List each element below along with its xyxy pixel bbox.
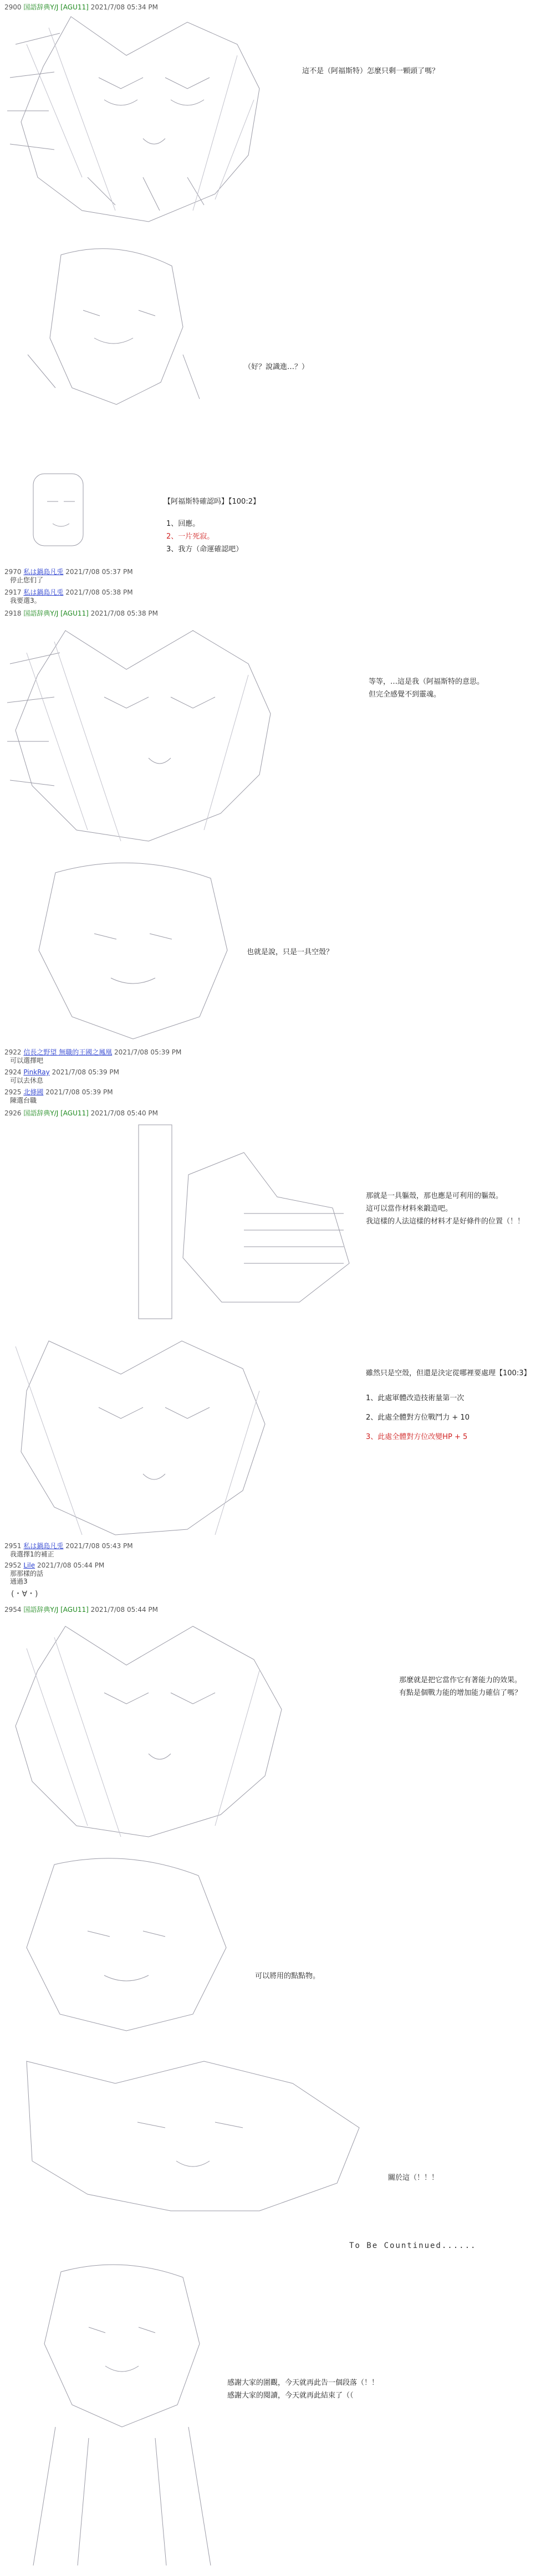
post-number: 2924 — [4, 1068, 22, 1076]
to-be-continued: To Be Countinued...... — [349, 2241, 477, 2250]
dialog-choice: 1、回應。 — [166, 520, 200, 528]
dialog-choice-selected: 3、此處全體對方位改變HP + 5 — [366, 1433, 468, 1441]
ascii-art-9-drawing — [4, 1853, 248, 2036]
ascii-art-8-drawing — [4, 1615, 293, 1848]
post-comment: 停止您们了 — [10, 576, 44, 584]
dialog-choice: 3、我方（命運確認吧） — [166, 545, 243, 554]
post-author[interactable]: 国語辞典Y/J [AGU11] — [23, 1109, 89, 1117]
post-header — [4, 1109, 158, 1117]
post-header — [4, 1606, 158, 1614]
post-author[interactable]: 私は鍋島凡兎 — [23, 568, 64, 576]
dialog-text: 那就是一具軀殼，那也應是可利用的軀殼。 — [366, 1192, 503, 1200]
post-date: 2021/7/08 05:44 PM — [90, 1606, 158, 1614]
ascii-art-4 — [4, 619, 282, 852]
post-header — [4, 610, 158, 617]
dialog-text: 也就是說，只是一具空殼？ — [247, 948, 334, 956]
post-number: 2925 — [4, 1088, 22, 1096]
ascii-art-7 — [4, 1324, 282, 1546]
post-comment: 陳選台職 — [10, 1097, 37, 1104]
post-header — [4, 1068, 119, 1076]
post-comment: 通過3 — [10, 1578, 28, 1585]
post-header — [4, 568, 133, 576]
ascii-art-3-drawing — [17, 468, 100, 551]
ascii-art-2-drawing — [17, 244, 211, 416]
post-number: 2970 — [4, 568, 22, 576]
dialog-choice: 2、此處全體對方位戰鬥力 + 10 — [366, 1414, 470, 1422]
post-comment: 我選擇1的補正 — [10, 1550, 54, 1558]
post-date: 2021/7/08 05:39 PM — [114, 1048, 182, 1056]
ascii-art-9 — [4, 1853, 248, 2036]
post-header — [4, 3, 158, 11]
dialog-text: 感謝大家的閱讀，今天就再此結束了（（ — [227, 2391, 354, 2400]
dialog-text: 等等，…這是我（阿福斯特的意思。 — [369, 678, 484, 686]
ascii-art-1 — [4, 11, 265, 238]
post-author[interactable]: 信長之野望 無職的王國之鳳凰 — [23, 1048, 113, 1056]
post-date: 2021/7/08 05:38 PM — [65, 588, 133, 596]
post-date: 2021/7/08 05:38 PM — [90, 610, 158, 617]
ascii-art-11-drawing — [22, 2261, 222, 2571]
ascii-art-11 — [22, 2261, 222, 2571]
ascii-art-5-drawing — [22, 856, 244, 1044]
post-number: 2922 — [4, 1048, 22, 1056]
post-date: 2021/7/08 05:34 PM — [90, 3, 158, 11]
ascii-art-3 — [17, 468, 100, 551]
dialog-text: 有點是個戰力能的增加能力確信了嗎？ — [399, 1689, 522, 1697]
post-author[interactable]: 国語辞典Y/J [AGU11] — [23, 610, 89, 617]
post-number: 2951 — [4, 1542, 22, 1550]
dialog-text: 這不是（阿福斯特）怎麼只剩一顆頭了嗎？ — [302, 67, 440, 75]
post-author[interactable]: PinkRay — [23, 1068, 50, 1076]
dialog-text: 關於這（！！！ — [388, 2174, 439, 2182]
ascii-art-6 — [133, 1119, 366, 1324]
post-comment: 可以選擇吧 — [10, 1057, 44, 1064]
post-author[interactable]: 私は鍋島凡兎 — [23, 588, 64, 596]
post-number: 2918 — [4, 610, 22, 617]
post-number: 2900 — [4, 3, 22, 11]
ascii-art-2 — [17, 244, 211, 416]
ascii-art-5 — [22, 856, 244, 1044]
ascii-art-8 — [4, 1615, 293, 1848]
ascii-art-6-drawing — [133, 1119, 366, 1324]
post-date: 2021/7/08 05:39 PM — [52, 1068, 119, 1076]
ascii-art-7-drawing — [4, 1324, 282, 1546]
dialog-text: 但完全感覺不到靈魂。 — [369, 690, 441, 699]
small-ascii-face: (・∀・) — [11, 1590, 38, 1599]
post-comment: 我要選3。 — [10, 597, 41, 605]
dialog-text: 我這樣的人法這樣的材料才是好條件的位置（！！ — [366, 1217, 525, 1226]
dialog-text: （好？說識進…？） — [244, 363, 309, 371]
dialog-text: 可以將用的點點物。 — [255, 1972, 320, 1980]
dialog-choice: 1、此處軍體改造技術量第一次 — [366, 1394, 465, 1402]
ascii-art-1-drawing — [4, 11, 265, 238]
dialog-text: 那麼就是把它當作它有著能力的效果。 — [399, 1676, 522, 1684]
dialog-header: 【阿福斯特確認吗】【100:2】 — [164, 498, 260, 506]
post-date: 2021/7/08 05:40 PM — [90, 1109, 158, 1117]
post-comment: 可以去休息 — [10, 1077, 44, 1084]
post-number: 2926 — [4, 1109, 22, 1117]
post-header — [4, 1542, 133, 1550]
post-date: 2021/7/08 05:39 PM — [45, 1088, 113, 1096]
dialog-choice-selected: 2、一片死寂。 — [166, 532, 215, 541]
post-author[interactable]: 私は鍋島凡兎 — [23, 1542, 64, 1550]
post-author[interactable]: Lile — [23, 1561, 35, 1569]
ascii-art-4-drawing — [4, 619, 282, 852]
post-header — [4, 1048, 181, 1056]
post-number: 2954 — [4, 1606, 22, 1614]
post-header — [4, 588, 133, 596]
post-author[interactable]: 国語辞典Y/J [AGU11] — [23, 1606, 89, 1614]
post-header — [4, 1088, 113, 1096]
dialog-header: 雖然只是空殼，但還是決定從哪裡要處理【100:3】 — [366, 1369, 531, 1377]
post-author[interactable]: 北條國 — [23, 1088, 44, 1096]
ascii-art-10-drawing — [4, 2050, 381, 2216]
post-number: 2952 — [4, 1561, 22, 1569]
post-date: 2021/7/08 05:43 PM — [65, 1542, 133, 1550]
post-comment: 那那樣的話 — [10, 1570, 44, 1578]
post-date: 2021/7/08 05:44 PM — [37, 1561, 105, 1569]
dialog-text: 感謝大家的圍觀，今天就再此告一個段落（！！ — [227, 2379, 379, 2387]
post-author[interactable]: 国語辞典Y/J [AGU11] — [23, 3, 89, 11]
post-date: 2021/7/08 05:37 PM — [65, 568, 133, 576]
ascii-art-10 — [4, 2050, 381, 2216]
post-number: 2917 — [4, 588, 22, 596]
dialog-text: 這可以當作材料來鍛造吧。 — [366, 1205, 453, 1213]
post-header — [4, 1561, 104, 1569]
